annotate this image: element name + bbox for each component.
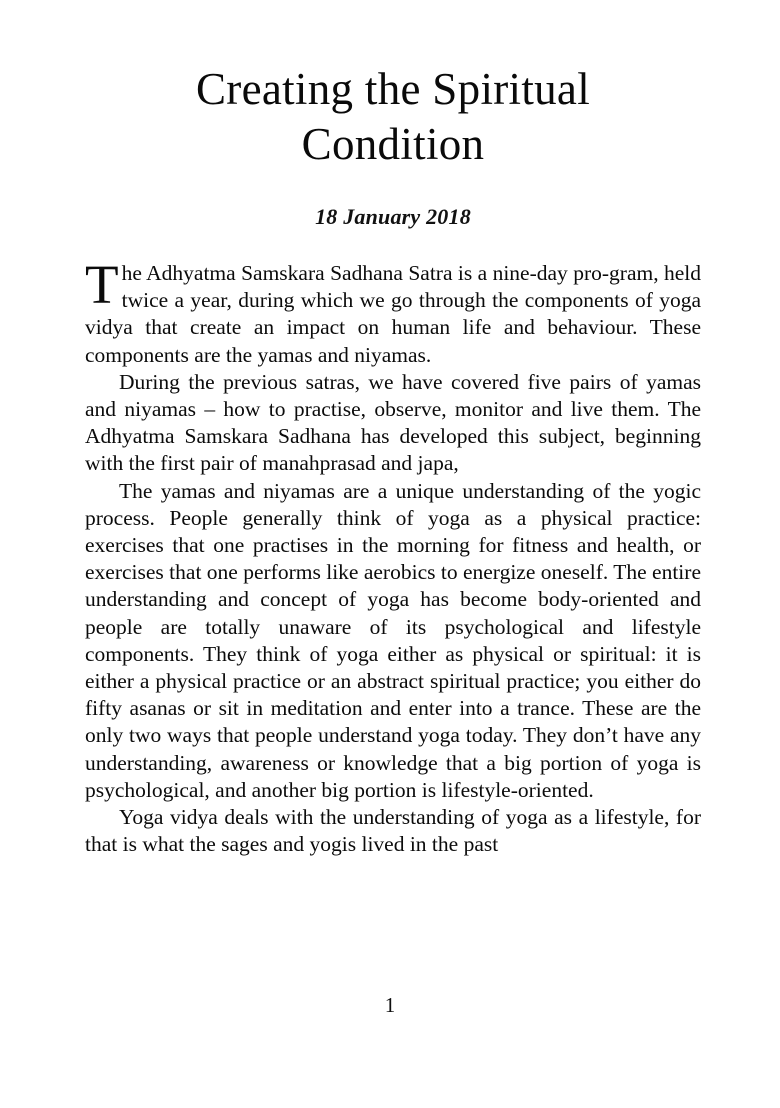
page-title-line-1: Creating the Spiritual [195, 64, 591, 114]
page-title [85, 0, 701, 172]
page-title-line-2: Condition [301, 119, 485, 169]
paragraph-1: The Adhyatma Samskara Sadhana Satra is a nine-day pro‐gram, held twice a year, during which we go through the components of yoga vidya that create an impact on human life and behaviour. These components are the yamas and niyamas. [85, 254, 701, 367]
paragraph-3: The yamas and niyamas are a unique understanding of the yogic process. People generally think of yoga as a physical practice: exercises that one practises in the morning for fitness and health, or exercises that one performs like aerobics to energize oneself. The entire understanding and concept of yoga has become body-oriented and people are totally unaware of its psychological and lifestyle components. They think of yoga either as physical or spiritual: it is either a physical practice or an abstract spiritual practice; you either do fifty asanas or sit in meditation and enter into a trance. These are the only two ways that people understand yoga today. They don’t have any understanding, awareness or knowledge that a big portion of yoga is psychological, and another big portion is lifestyle-oriented. [85, 478, 701, 802]
body-text [85, 254, 701, 858]
paragraph-2: During the previous satras, we have covered five pairs of yamas and niyamas – how to practise, observe, monitor and live them. The Adhyatma Samskara Sadhana has developed this subject, beginning with the first pair of manahprasad and japa, [85, 369, 701, 476]
page-content [85, 0, 701, 858]
talk-date: 18 January 2018 [315, 204, 471, 229]
paragraph-4: Yoga vidya deals with the understanding of yoga as a lifestyle, for that is what the sages and yogis lived in the past [85, 805, 701, 857]
page-number: 1 [384, 993, 396, 1017]
